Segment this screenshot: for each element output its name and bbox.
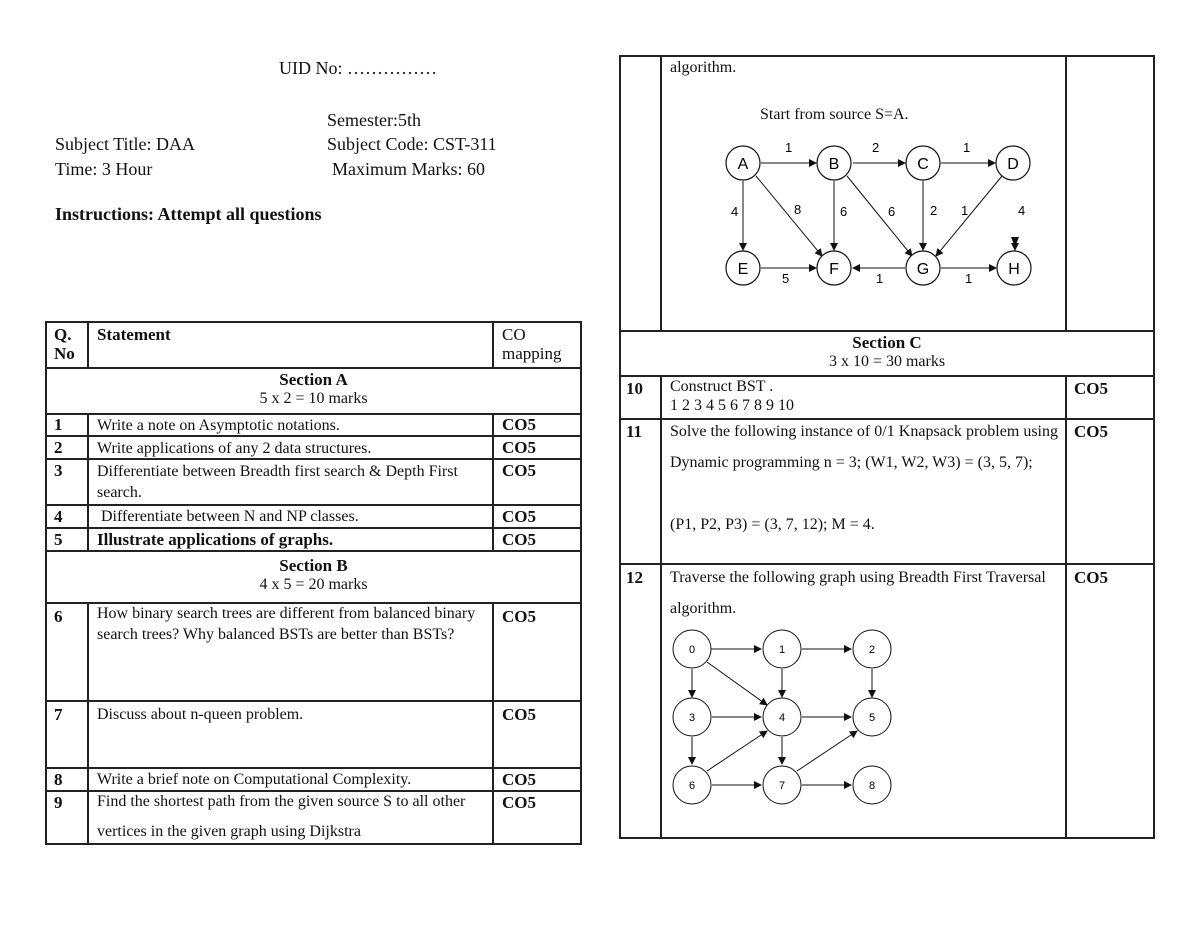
svg-text:H: H bbox=[1008, 261, 1020, 278]
svg-text:3: 3 bbox=[688, 712, 696, 724]
graph2-node-8 bbox=[853, 766, 891, 804]
svg-text:E: E bbox=[737, 261, 749, 278]
section-a-header bbox=[45, 370, 582, 408]
col-qno-header: Q. No bbox=[54, 325, 75, 363]
q10-co: CO5 bbox=[1074, 379, 1108, 398]
graph1-node-d bbox=[996, 146, 1030, 180]
q9-no: 9 bbox=[54, 793, 63, 812]
graph2-node-7 bbox=[763, 766, 801, 804]
q5-co: CO5 bbox=[502, 530, 536, 549]
q12-text: Traverse the following graph using Breadth First Traversal algorithm. bbox=[670, 569, 1046, 617]
q9-text-continued: algorithm. bbox=[670, 59, 737, 76]
arrowhead-into-h bbox=[1011, 237, 1019, 247]
q12-co: CO5 bbox=[1074, 568, 1108, 587]
svg-text:A: A bbox=[737, 156, 749, 173]
svg-text:D: D bbox=[1007, 156, 1019, 173]
graph2-node-6 bbox=[673, 766, 711, 804]
q8-co: CO5 bbox=[502, 770, 536, 789]
col-co-header: CO mapping bbox=[502, 325, 562, 363]
q9-text: Find the shortest path from the given source S to all other vertices in the given graph using Dijkstra bbox=[97, 793, 466, 840]
graph1-node-b bbox=[817, 146, 851, 180]
edge-d-g-weight: 1 bbox=[961, 203, 969, 218]
edge-g-f-weight: 1 bbox=[876, 271, 884, 286]
exam-time: Time: 3 Hour bbox=[55, 159, 153, 179]
section-c-marks: 3 x 10 = 30 marks bbox=[828, 353, 946, 370]
edge-b-f-weight: 6 bbox=[840, 204, 848, 219]
q3-text: Differentiate between Breadth first search & Depth First search. bbox=[97, 463, 458, 502]
graph1-node-g bbox=[906, 251, 940, 285]
graph1-node-h bbox=[997, 251, 1031, 285]
edge-0-4 bbox=[707, 662, 767, 705]
edge-b-g-weight: 6 bbox=[888, 204, 896, 219]
q7-co: CO5 bbox=[502, 705, 536, 724]
graph2-node-1 bbox=[763, 630, 801, 668]
svg-text:5: 5 bbox=[868, 712, 876, 724]
section-c-title: Section C bbox=[852, 333, 922, 352]
q7-text: Discuss about n-queen problem. bbox=[97, 706, 304, 723]
q10-text bbox=[670, 377, 794, 415]
edge-a-b-weight: 1 bbox=[785, 140, 793, 155]
q11-no: 11 bbox=[626, 422, 643, 441]
edge-b-c-weight: 2 bbox=[872, 140, 880, 155]
section-c-header bbox=[619, 333, 1155, 371]
edge-e-f-weight: 5 bbox=[782, 271, 790, 286]
edge-c-d-weight: 1 bbox=[963, 140, 971, 155]
graph1-node-f bbox=[817, 251, 851, 285]
q8-text: Write a brief note on Computational Complexity. bbox=[97, 771, 412, 788]
edge-6-4 bbox=[707, 731, 767, 771]
subject-title: Subject Title: DAA bbox=[55, 134, 196, 154]
graph2-node-3 bbox=[673, 698, 711, 736]
q10-line1: Construct BST . bbox=[670, 378, 774, 395]
svg-text:F: F bbox=[829, 261, 839, 278]
q10-no: 10 bbox=[626, 379, 643, 398]
q6-co: CO5 bbox=[502, 607, 536, 626]
graph1-node-e bbox=[726, 251, 760, 285]
q12-no: 12 bbox=[626, 568, 643, 587]
q1-co: CO5 bbox=[502, 415, 536, 434]
q1-no: 1 bbox=[54, 415, 63, 434]
edge-7-5 bbox=[797, 731, 857, 771]
q4-no: 4 bbox=[54, 507, 63, 526]
q6-text: How binary search trees are different from balanced binary search trees? Why balanced BSTs are better than BSTs? bbox=[97, 605, 476, 643]
edge-a-e-weight: 4 bbox=[731, 204, 739, 219]
q5-text: Illustrate applications of graphs. bbox=[97, 530, 334, 549]
edge-a-f-weight: 8 bbox=[794, 202, 802, 217]
q11-text-profits: (P1, P2, P3) = (3, 7, 12); M = 4. bbox=[670, 516, 875, 533]
svg-text:C: C bbox=[917, 156, 929, 173]
q9-co: CO5 bbox=[502, 793, 536, 812]
q3-co: CO5 bbox=[502, 461, 536, 480]
edge-a-f bbox=[756, 176, 822, 256]
svg-text:G: G bbox=[916, 261, 930, 278]
q2-text: Write applications of any 2 data structures. bbox=[97, 440, 372, 457]
q1-text: Write a note on Asymptotic notations. bbox=[97, 417, 340, 434]
q2-co: CO5 bbox=[502, 438, 536, 457]
q6-no: 6 bbox=[54, 607, 63, 626]
subject-code: Subject Code: CST-311 bbox=[327, 134, 497, 154]
semester: Semester:5th bbox=[327, 110, 421, 130]
svg-text:1: 1 bbox=[778, 644, 786, 656]
uid-field: UID No: …………… bbox=[279, 58, 437, 78]
q4-text: Differentiate between N and NP classes. bbox=[97, 508, 359, 525]
svg-text:6: 6 bbox=[688, 780, 696, 792]
edge-d-h-weight: 4 bbox=[1018, 203, 1026, 218]
svg-text:B: B bbox=[828, 156, 840, 173]
graph2-node-2 bbox=[853, 630, 891, 668]
q2-no: 2 bbox=[54, 438, 63, 457]
graph2-node-5 bbox=[853, 698, 891, 736]
edge-g-h-weight: 1 bbox=[965, 271, 973, 286]
graph2-node-4 bbox=[763, 698, 801, 736]
bfs-graph bbox=[665, 625, 905, 810]
q11-text: Solve the following instance of 0/1 Knapsack problem using Dynamic programming n = 3; (W1, W2, W3) = (3, 5, 7); bbox=[670, 423, 1058, 471]
section-b-header bbox=[45, 556, 582, 594]
graph1-node-c bbox=[906, 146, 940, 180]
edge-b-g bbox=[847, 176, 912, 256]
q11-co: CO5 bbox=[1074, 422, 1108, 441]
instructions: Instructions: Attempt all questions bbox=[55, 204, 322, 224]
graph1-node-a bbox=[726, 146, 760, 180]
q8-no: 8 bbox=[54, 770, 63, 789]
q5-no: 5 bbox=[54, 530, 63, 549]
graph2-node-0 bbox=[673, 630, 711, 668]
svg-text:2: 2 bbox=[868, 644, 876, 656]
q4-co: CO5 bbox=[502, 507, 536, 526]
edge-d-g bbox=[936, 176, 1002, 256]
dijkstra-graph bbox=[700, 130, 1050, 300]
q9-source-note: Start from source S=A. bbox=[760, 106, 909, 123]
max-marks: Maximum Marks: 60 bbox=[332, 159, 485, 179]
svg-text:4: 4 bbox=[778, 712, 786, 724]
section-b-marks: 4 x 5 = 20 marks bbox=[259, 576, 368, 593]
q7-no: 7 bbox=[54, 705, 63, 724]
svg-text:7: 7 bbox=[778, 780, 786, 792]
svg-text:0: 0 bbox=[688, 644, 696, 656]
q10-sequence: 1 2 3 4 5 6 7 8 9 10 bbox=[670, 397, 794, 414]
svg-text:8: 8 bbox=[868, 780, 876, 792]
section-a-title: Section A bbox=[279, 370, 348, 389]
section-a-marks: 5 x 2 = 10 marks bbox=[259, 390, 368, 407]
q3-no: 3 bbox=[54, 461, 63, 480]
col-statement-header: Statement bbox=[97, 325, 171, 344]
section-b-title: Section B bbox=[279, 556, 348, 575]
edge-c-g-weight: 2 bbox=[930, 203, 938, 218]
